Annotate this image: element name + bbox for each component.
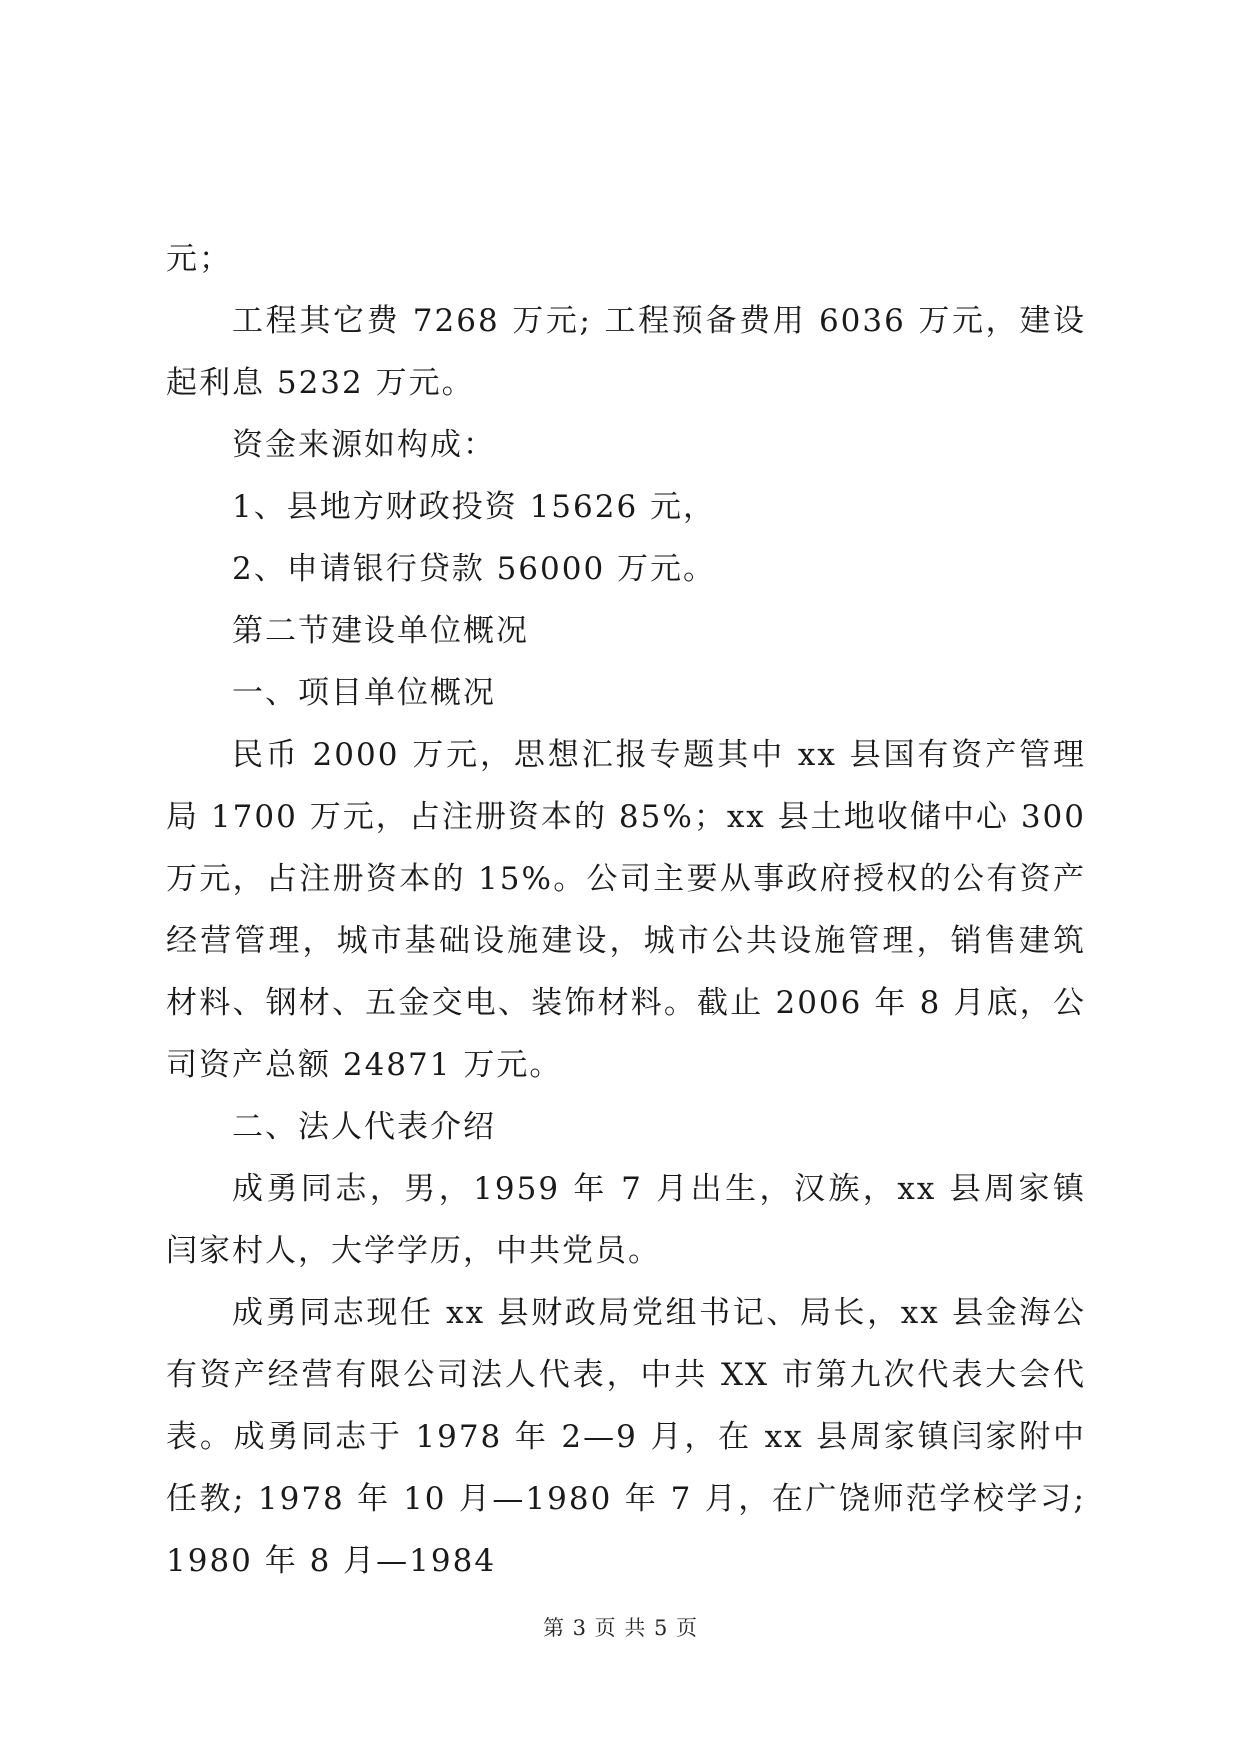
paragraph-engineering-costs: 工程其它费 7268 万元; 工程预备费用 6036 万元，建设起利息 5232 万元。 [166, 303, 1086, 401]
paragraph-funding-sources-heading: 资金来源如构成： [232, 427, 496, 463]
subheading-legal-representative: 二、法人代表介绍 [232, 1109, 496, 1145]
paragraph-representative-profile: 成勇同志，男，1959 年 7 月出生，汉族，xx 县周家镇闫家村人，大学学历，中共党员。 [166, 1171, 1086, 1269]
document-body [166, 228, 1086, 1592]
page-number-footer: 第 3 页 共 5 页 [542, 1616, 699, 1640]
paragraph-project-unit-details: 民币 2000 万元，思想汇报专题其中 xx 县国有资产管理局 1700 万元，占注册资本的 85%；xx 县土地收储中心 300 万元，占注册资本的 15%。公司主要从事政府授权的公有资产经营管理，城市基础设施建设，城市公共设施管理，销售建筑材料、钢材、五金交电、装饰材料。截止 2006 年 8 月底，公司资产总额 24871 万元。 [166, 737, 1086, 1083]
paragraph-continuation: 元； [166, 241, 232, 277]
section-heading-construction-unit: 第二节建设单位概况 [232, 613, 529, 649]
paragraph-funding-item-2: 2、申请银行贷款 56000 万元。 [232, 551, 717, 587]
subheading-project-unit: 一、项目单位概况 [232, 675, 496, 711]
paragraph-representative-career: 成勇同志现任 xx 县财政局党组书记、局长，xx 县金海公有资产经营有限公司法人代表，中共 XX 市第九次代表大会代表。成勇同志于 1978 年 2—9 月，在 xx 县周家镇闫家附中任教; 1978 年 10 月—1980 年 7 月，在广饶师范学校学习; 1980 年 8 月—1984 [166, 1295, 1086, 1579]
paragraph-funding-item-1: 1、县地方财政投资 15626 元， [232, 489, 717, 525]
